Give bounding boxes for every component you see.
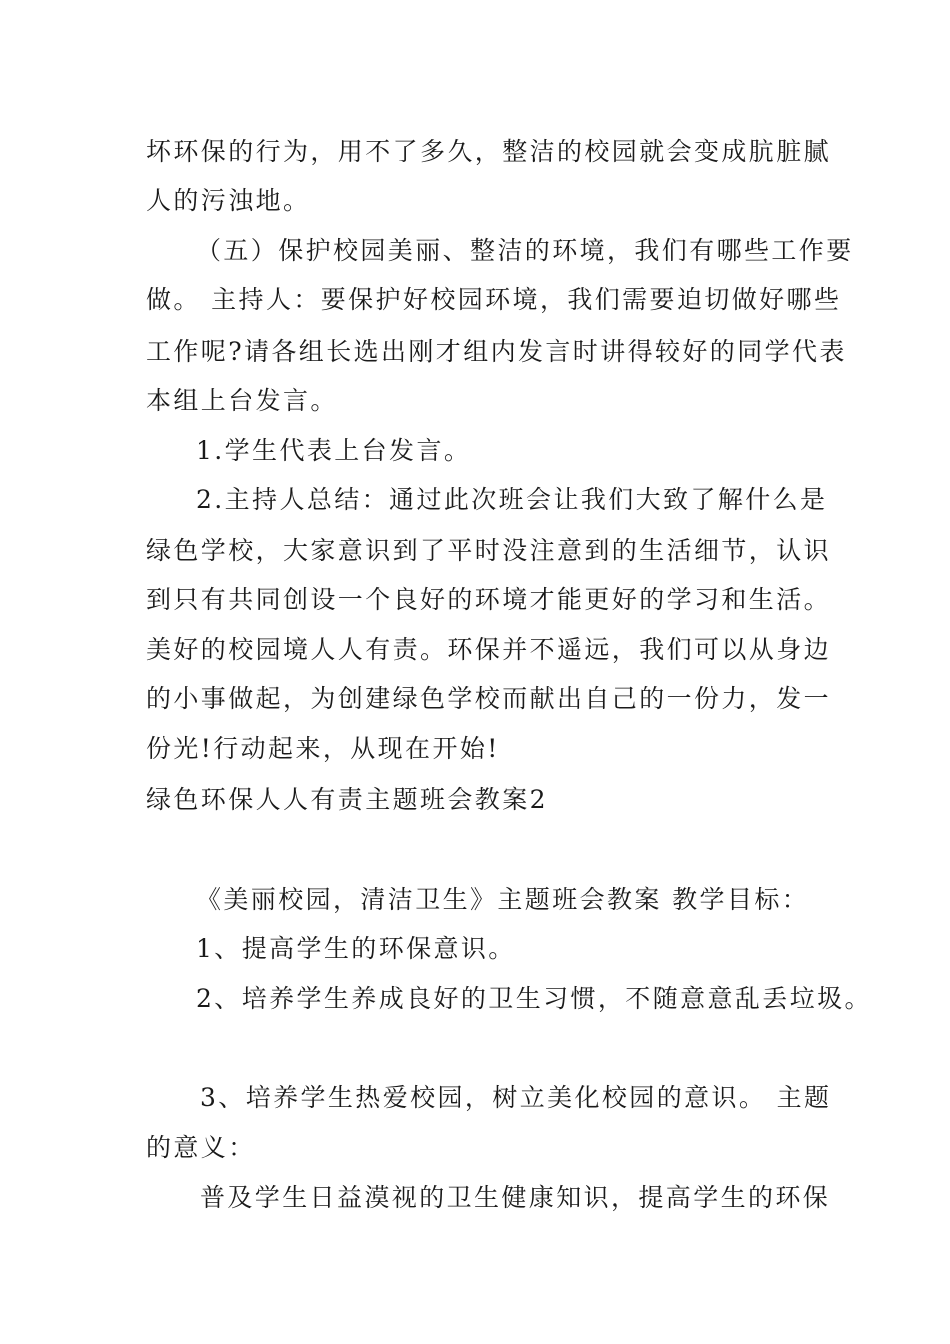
text-line: 2.主持人总结：通过此次班会让我们大致了解什么是 <box>196 485 828 514</box>
list-item: 2、培养学生养成良好的卫生习惯，不随意意乱丢垃圾。 <box>196 984 872 1013</box>
text-line: 到只有共同创设一个良好的环境才能更好的学习和生活。 <box>146 585 832 614</box>
text-line: 的意义： <box>146 1133 256 1162</box>
text-line: 本组上台发言。 <box>146 386 338 415</box>
text-line: 的小事做起，为创建绿色学校而献出自己的一份力，发一 <box>146 684 832 713</box>
text-line: （五）保护校园美丽、整洁的环境，我们有哪些工作要 <box>196 236 854 265</box>
text-line: 普及学生日益漠视的卫生健康知识，提高学生的环保 <box>200 1183 831 1212</box>
text-line: 人的污浊地。 <box>146 186 311 215</box>
text-line: 做。 主持人：要保护好校园环境，我们需要迫切做好哪些 <box>146 285 842 314</box>
text-line: 美好的校园境人人有责。环保并不遥远，我们可以从身边 <box>146 635 832 664</box>
text-line: 份光!行动起来，从现在开始! <box>146 734 500 763</box>
text-line: 《美丽校园，清洁卫生》主题班会教案 教学目标： <box>196 885 810 914</box>
text-line: 1.学生代表上台发言。 <box>196 436 472 465</box>
text-line: 绿色学校，大家意识到了平时没注意到的生活细节，认识 <box>146 536 832 565</box>
text-line: 坏环保的行为，用不了多久，整洁的校园就会变成肮脏腻 <box>146 137 832 166</box>
section-heading: 绿色环保人人有责主题班会教案2 <box>146 785 548 814</box>
text-line: 工作呢?请各组长选出刚才组内发言时讲得较好的同学代表 <box>146 337 847 366</box>
list-item: 3、培养学生热爱校园，树立美化校园的意识。 主题 <box>200 1083 832 1112</box>
list-item: 1、提高学生的环保意识。 <box>196 934 516 963</box>
